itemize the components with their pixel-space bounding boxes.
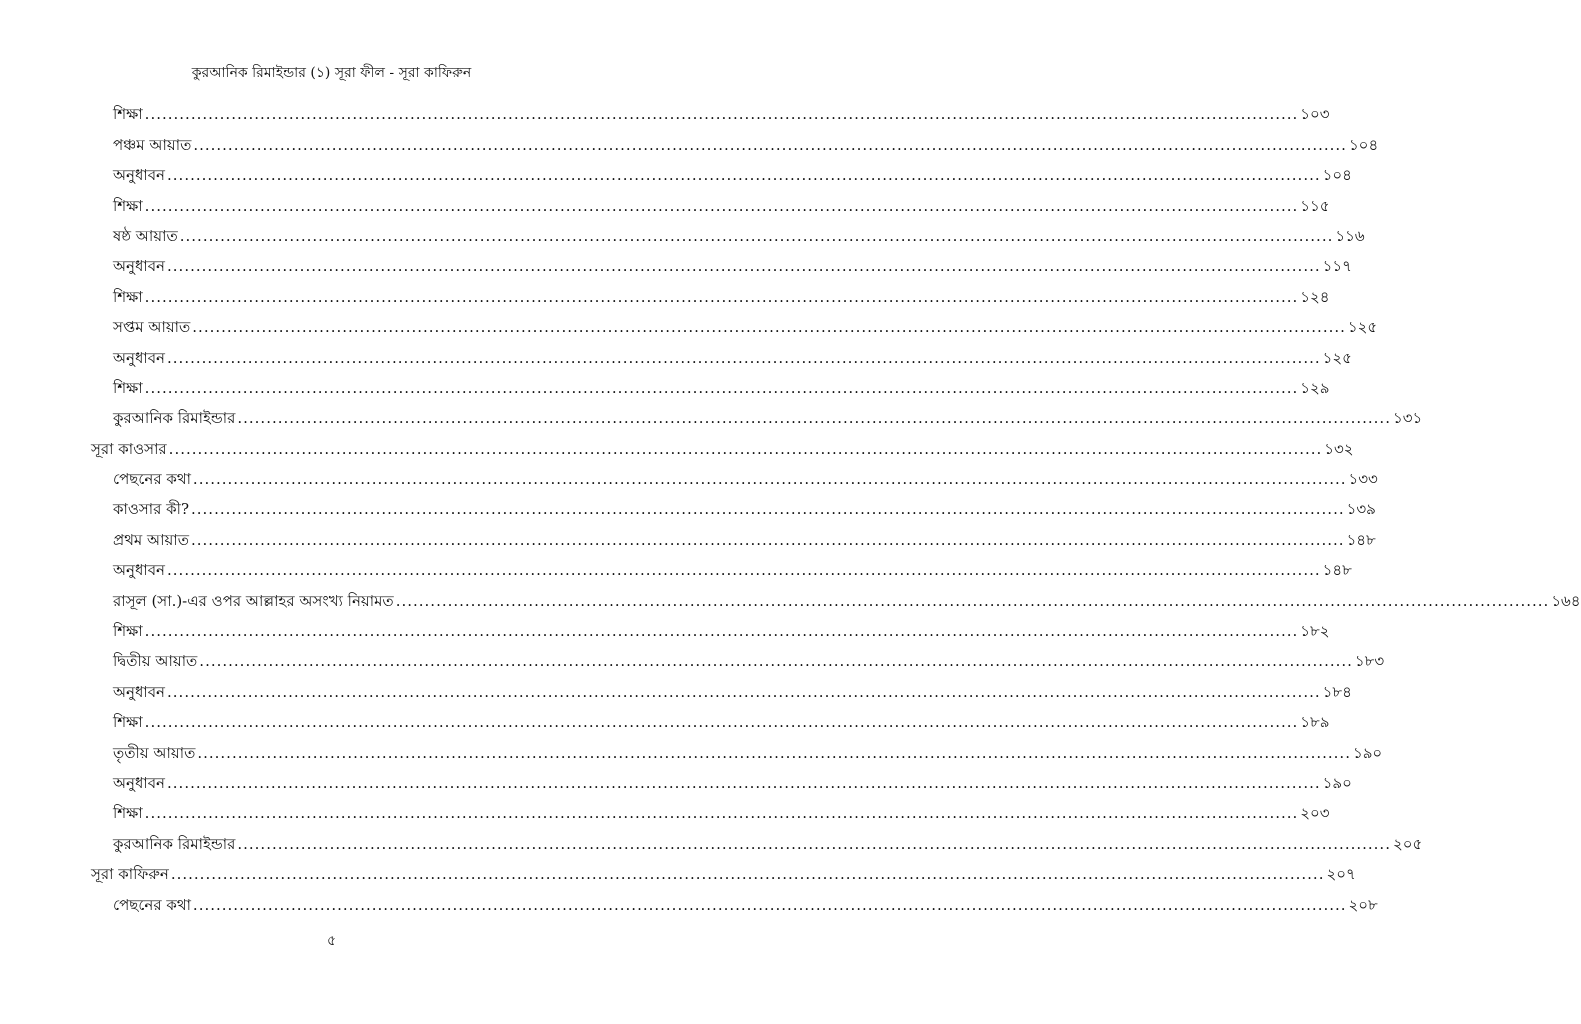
table-of-contents — [0, 98, 1581, 919]
toc-entry-title: শিক্ষা — [113, 378, 143, 397]
toc-section-entry — [0, 250, 1352, 280]
toc-entry-page: ২০৭ — [1326, 865, 1356, 884]
toc-entry-title: শিক্ষা — [113, 804, 143, 823]
toc-entry-page: ১১৬ — [1335, 226, 1365, 245]
toc-entry-title: অনুধাবন — [113, 257, 166, 276]
toc-entry-page: ১৬৪ — [1551, 591, 1581, 610]
dot-leader: ........................................................................................................................................................................................................ — [144, 378, 1299, 397]
toc-section-entry — [0, 372, 1330, 402]
toc-entry-title: দ্বিতীয় আয়াত — [113, 652, 198, 671]
toc-entry-title: অনুধাবন — [113, 561, 166, 580]
toc-section-entry — [0, 523, 1376, 553]
dot-leader: ........................................................................................................................................................................................................ — [237, 409, 1391, 428]
toc-entry-title: পেছনের কথা — [113, 470, 191, 489]
toc-section-entry — [0, 888, 1378, 918]
toc-section-entry — [0, 189, 1330, 219]
toc-entry-page: ১০৩ — [1300, 105, 1330, 124]
toc-entry-page: ১৮৪ — [1322, 682, 1352, 701]
toc-section-entry — [0, 463, 1378, 493]
toc-entry-title: শিক্ষা — [113, 287, 143, 306]
toc-section-entry — [0, 554, 1352, 584]
toc-section-entry — [0, 311, 1378, 341]
toc-section-entry — [0, 645, 1385, 675]
page-number: ৫ — [326, 933, 337, 949]
toc-section-entry — [0, 220, 1365, 250]
toc-section-entry — [0, 159, 1352, 189]
toc-entry-page: ২০৮ — [1348, 895, 1378, 914]
dot-leader: ........................................................................................................................................................................................................ — [395, 591, 1550, 610]
toc-entry-page: ১১৫ — [1300, 196, 1330, 215]
toc-entry-page: ১০৪ — [1322, 166, 1352, 185]
toc-entry-title: কুরআনিক রিমাইন্ডার — [113, 409, 236, 428]
dot-leader: ........................................................................................................................................................................................................ — [167, 257, 1321, 276]
toc-entry-title: কাওসার কী? — [113, 500, 189, 519]
dot-leader: ........................................................................................................................................................................................................ — [170, 865, 1325, 884]
toc-entry-page: ১২৫ — [1347, 318, 1378, 337]
toc-section-entry — [0, 128, 1379, 158]
toc-entry-page: ১৩২ — [1324, 439, 1354, 458]
toc-entry-title: অনুধাবন — [113, 682, 166, 701]
toc-entry-page: ১৩৯ — [1346, 500, 1376, 519]
toc-entry-page: ২০৫ — [1392, 834, 1423, 853]
toc-section-entry — [0, 341, 1352, 371]
toc-entry-page: ১২৪ — [1300, 287, 1330, 306]
dot-leader: ........................................................................................................................................................................................................ — [167, 166, 1321, 185]
dot-leader: ........................................................................................................................................................................................................ — [179, 226, 1334, 245]
toc-entry-page: ১৮৯ — [1300, 713, 1330, 732]
toc-entry-page: ১২৯ — [1300, 378, 1330, 397]
dot-leader: ........................................................................................................................................................................................................ — [168, 439, 1323, 458]
toc-entry-title: সূরা কাওসার — [91, 439, 167, 458]
dot-leader: ........................................................................................................................................................................................................ — [199, 652, 1353, 671]
dot-leader: ........................................................................................................................................................................................................ — [144, 713, 1299, 732]
toc-section-entry — [0, 584, 1581, 614]
toc-section-entry — [0, 706, 1330, 736]
dot-leader: ........................................................................................................................................................................................................ — [197, 743, 1351, 762]
toc-entry-page: ১৮২ — [1300, 622, 1330, 641]
toc-section-entry — [0, 493, 1376, 523]
toc-entry-title: পেছনের কথা — [113, 895, 191, 914]
toc-entry-page: ১৩১ — [1392, 409, 1423, 428]
toc-section-entry — [0, 615, 1330, 645]
toc-entry-title: অনুধাবন — [113, 773, 166, 792]
toc-entry-title: পঞ্চম আয়াত — [113, 135, 192, 154]
toc-section-entry — [0, 767, 1352, 797]
toc-entry-title: প্রথম আয়াত — [113, 530, 189, 549]
toc-entry-title: শিক্ষা — [113, 713, 143, 732]
toc-entry-page: ১৩৩ — [1348, 470, 1378, 489]
dot-leader: ........................................................................................................................................................................................................ — [192, 895, 1347, 914]
toc-entry-title: ষষ্ঠ আয়াত — [113, 226, 178, 245]
dot-leader: ........................................................................................................................................................................................................ — [192, 318, 1346, 337]
dot-leader: ........................................................................................................................................................................................................ — [144, 105, 1299, 124]
toc-entry-title: শিক্ষা — [113, 105, 143, 124]
toc-chapter-entry — [0, 432, 1354, 462]
toc-chapter-entry — [0, 858, 1356, 888]
toc-section-entry — [0, 736, 1383, 766]
dot-leader: ........................................................................................................................................................................................................ — [192, 470, 1347, 489]
toc-entry-title: সূরা কাফিরুন — [91, 865, 169, 884]
toc-entry-page: ২০৩ — [1300, 804, 1330, 823]
toc-entry-title: অনুধাবন — [113, 166, 166, 185]
dot-leader: ........................................................................................................................................................................................................ — [167, 348, 1321, 367]
toc-section-entry — [0, 98, 1330, 128]
dot-leader: ........................................................................................................................................................................................................ — [167, 773, 1321, 792]
toc-entry-title: শিক্ষা — [113, 622, 143, 641]
toc-section-entry — [0, 280, 1330, 310]
toc-section-entry — [0, 402, 1423, 432]
toc-section-entry — [0, 797, 1330, 827]
dot-leader: ........................................................................................................................................................................................................ — [237, 834, 1391, 853]
toc-entry-page: ১৯০ — [1352, 743, 1383, 762]
running-header: কুরআনিক রিমাইন্ডার (১) সূরা ফীল - সূরা কাফিরুন — [191, 65, 472, 81]
toc-entry-title: শিক্ষা — [113, 196, 143, 215]
dot-leader: ........................................................................................................................................................................................................ — [167, 561, 1321, 580]
toc-entry-title: তৃতীয় আয়াত — [113, 743, 196, 762]
dot-leader: ........................................................................................................................................................................................................ — [191, 500, 1345, 519]
dot-leader: ........................................................................................................................................................................................................ — [193, 135, 1347, 154]
dot-leader: ........................................................................................................................................................................................................ — [167, 682, 1321, 701]
dot-leader: ........................................................................................................................................................................................................ — [190, 530, 1345, 549]
dot-leader: ........................................................................................................................................................................................................ — [144, 804, 1299, 823]
toc-section-entry — [0, 675, 1352, 705]
dot-leader: ........................................................................................................................................................................................................ — [144, 287, 1299, 306]
toc-entry-title: অনুধাবন — [113, 348, 166, 367]
toc-entry-page: ১৯০ — [1322, 773, 1352, 792]
toc-entry-title: সপ্তম আয়াত — [113, 318, 191, 337]
toc-entry-page: ১৮৩ — [1354, 652, 1385, 671]
toc-entry-page: ১৪৮ — [1322, 561, 1352, 580]
toc-entry-page: ১২৫ — [1322, 348, 1352, 367]
toc-section-entry — [0, 827, 1423, 857]
dot-leader: ........................................................................................................................................................................................................ — [144, 622, 1299, 641]
toc-entry-page: ১১৭ — [1322, 257, 1352, 276]
toc-entry-title: কুরআনিক রিমাইন্ডার — [113, 834, 236, 853]
toc-entry-page: ১৪৮ — [1346, 530, 1376, 549]
dot-leader: ........................................................................................................................................................................................................ — [144, 196, 1299, 215]
toc-entry-page: ১০৪ — [1348, 135, 1379, 154]
toc-entry-title: রাসূল (সা.)-এর ওপর আল্লাহর অসংখ্য নিয়ামত — [113, 591, 394, 610]
